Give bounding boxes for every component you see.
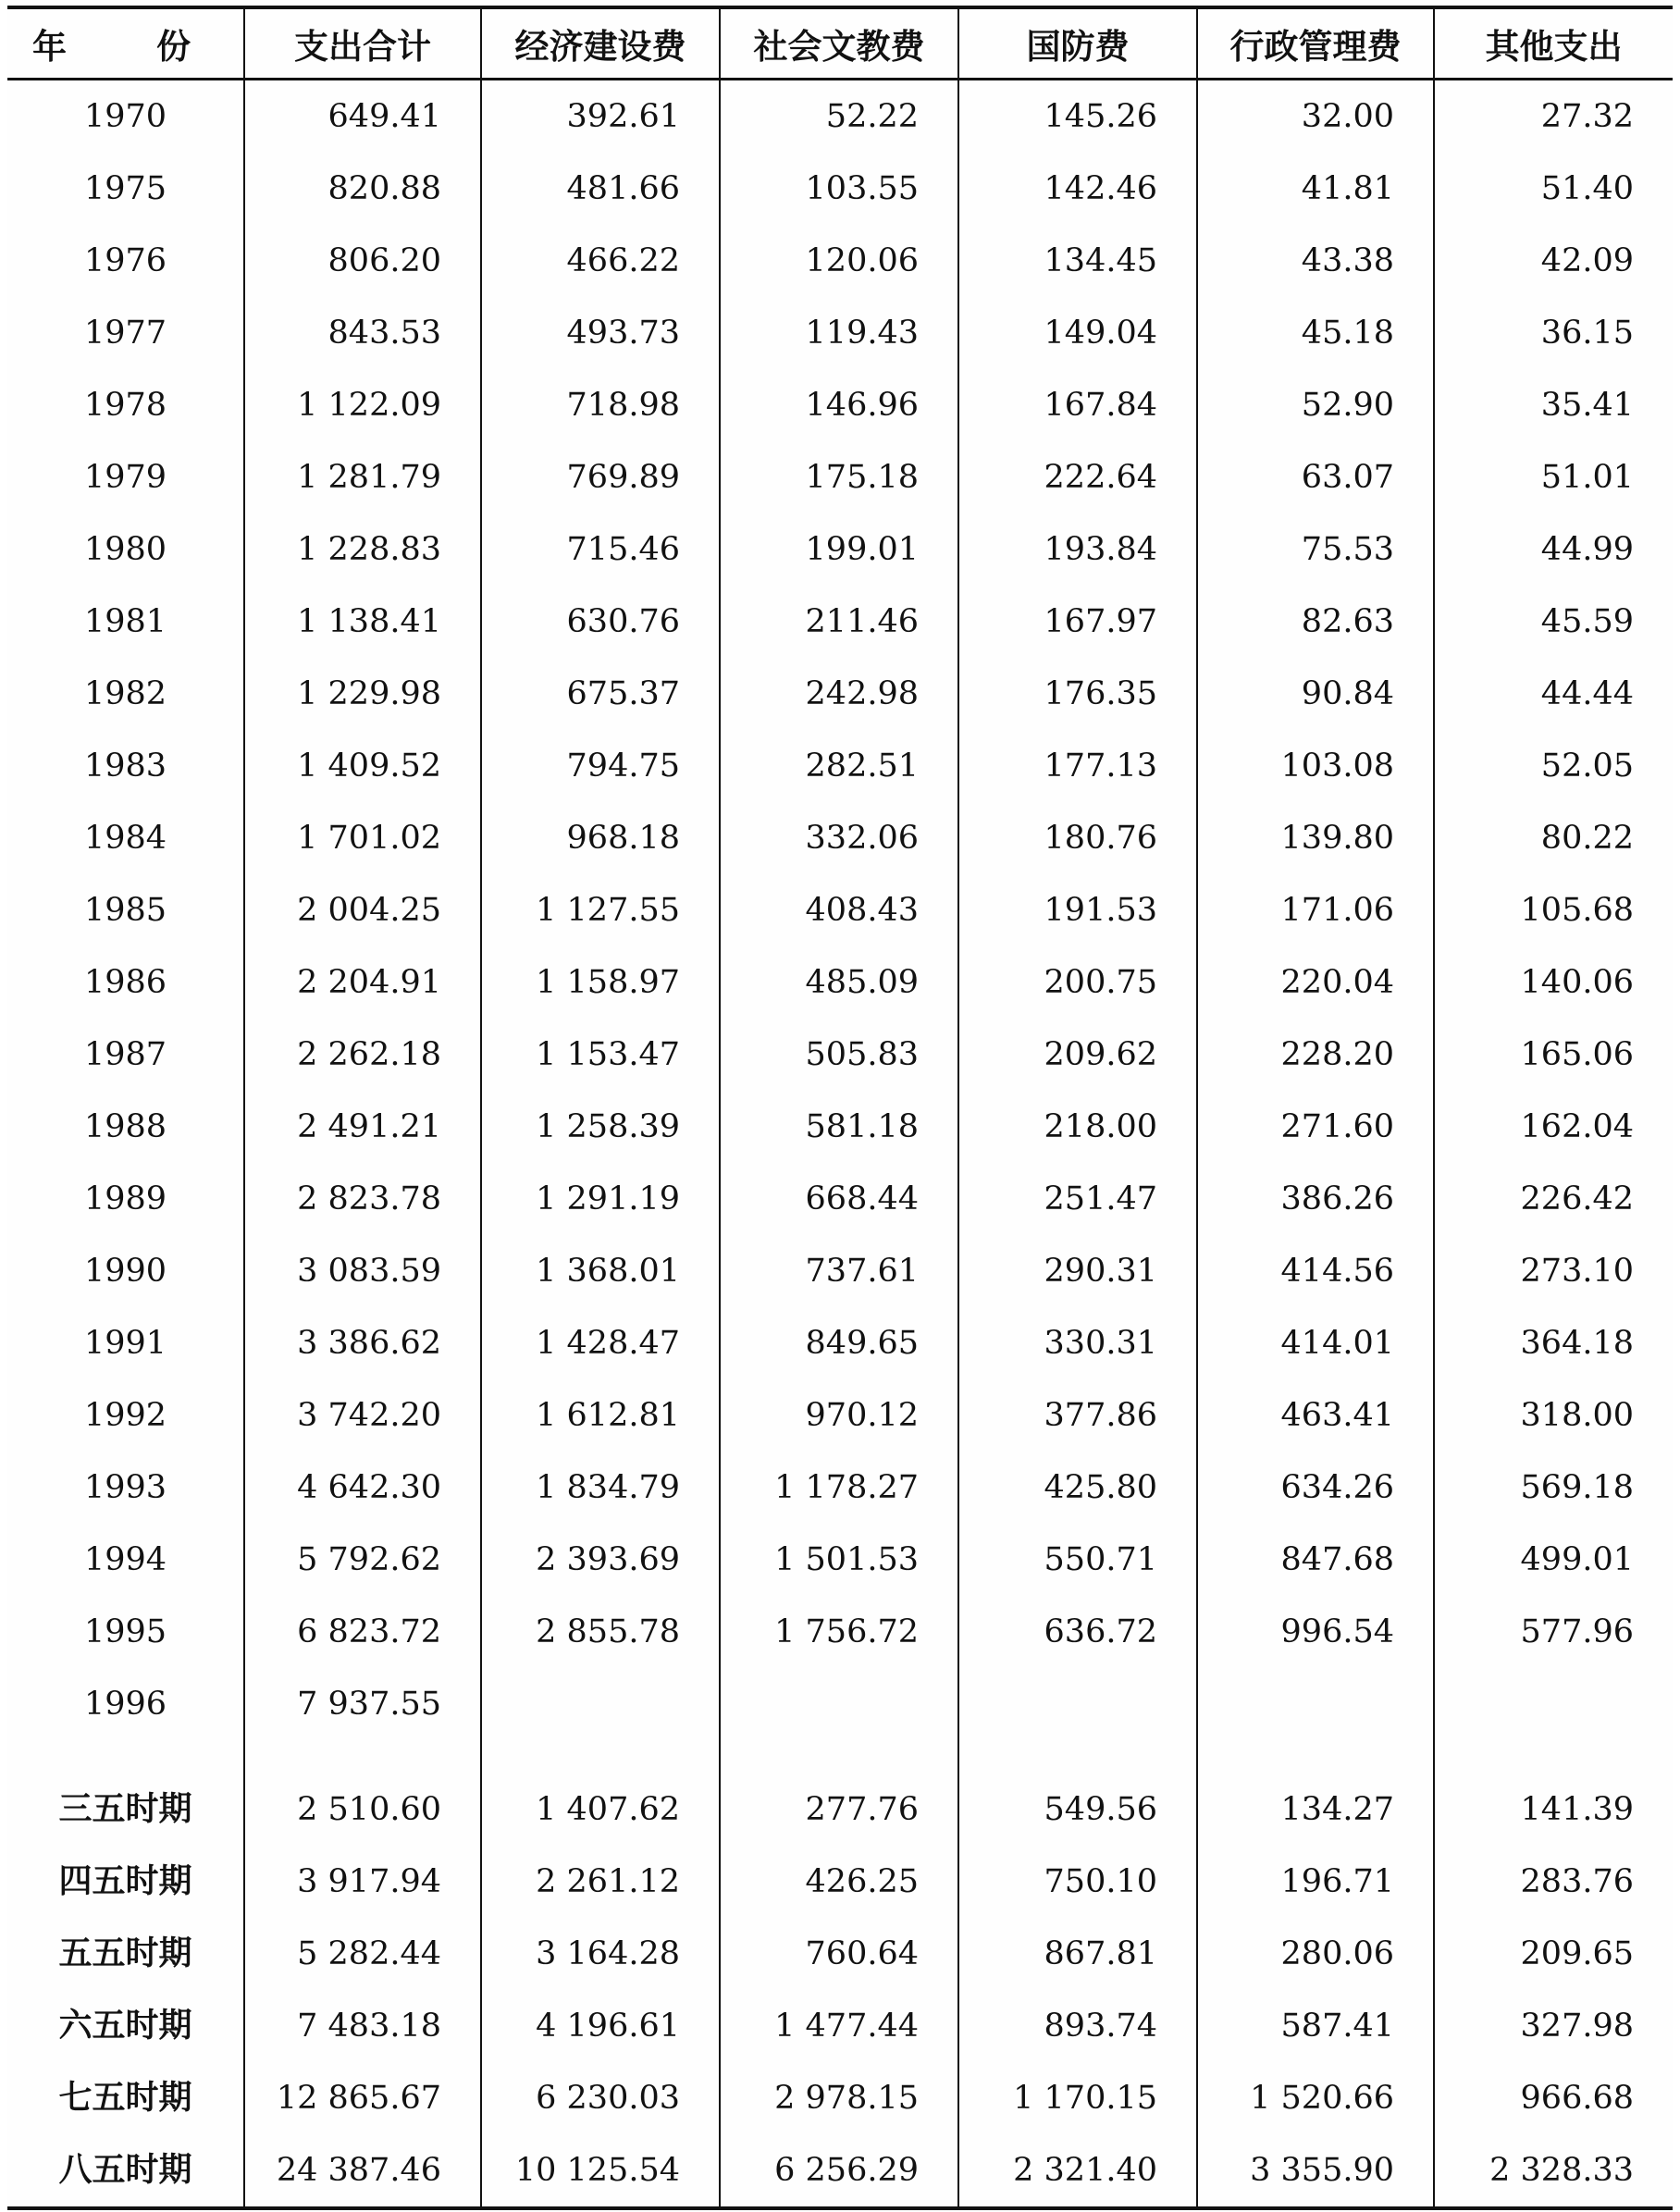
culture-edu-cell: 277.76 [720, 1773, 958, 1846]
admin-cell: 280.06 [1197, 1918, 1434, 1990]
table-row [7, 1596, 1673, 1668]
table-row [7, 80, 1673, 154]
economic-cell: 2 855.78 [481, 1596, 720, 1668]
table-row [7, 1524, 1673, 1596]
defense-cell: 2 321.40 [958, 2134, 1197, 2208]
year-cell: 1992 [83, 1396, 167, 1434]
period-row [7, 2134, 1673, 2208]
admin-cell: 90.84 [1197, 658, 1434, 730]
spacer-cell [244, 1740, 481, 1773]
culture-edu-cell: 1 178.27 [720, 1452, 958, 1524]
defense-cell: 893.74 [958, 1990, 1197, 2062]
defense-cell: 191.53 [958, 874, 1197, 946]
economic-cell: 1 127.55 [481, 874, 720, 946]
header-other-expenditure: 其他支出 [1434, 7, 1673, 80]
defense-cell: 177.13 [958, 730, 1197, 802]
table-row [7, 1019, 1673, 1091]
year-cell: 四五时期 [58, 1862, 192, 1900]
defense-cell: 549.56 [958, 1773, 1197, 1846]
admin-cell: 1 520.66 [1197, 2062, 1434, 2134]
table-row [7, 153, 1673, 225]
culture-edu-cell: 282.51 [720, 730, 958, 802]
defense-cell: 425.80 [958, 1452, 1197, 1524]
year-cell: 1984 [83, 819, 167, 857]
year-cell: 1981 [83, 602, 167, 640]
culture-edu-cell: 1 756.72 [720, 1596, 958, 1668]
table-row [7, 946, 1673, 1019]
year-cell: 1987 [83, 1035, 167, 1073]
culture-edu-cell: 242.98 [720, 658, 958, 730]
admin-cell: 414.56 [1197, 1235, 1434, 1307]
defense-cell: 167.97 [958, 586, 1197, 658]
table-row [7, 1379, 1673, 1452]
total-cell: 3 917.94 [244, 1846, 481, 1918]
defense-cell: 209.62 [958, 1019, 1197, 1091]
other-cell: 499.01 [1434, 1524, 1673, 1596]
period-row [7, 1990, 1673, 2062]
table-row [7, 1668, 1673, 1740]
spacer-cell [1434, 1740, 1673, 1773]
culture-edu-cell: 175.18 [720, 441, 958, 513]
defense-cell: 180.76 [958, 802, 1197, 874]
admin-cell: 45.18 [1197, 297, 1434, 369]
defense-cell: 176.35 [958, 658, 1197, 730]
period-row [7, 2062, 1673, 2134]
table-row [7, 874, 1673, 946]
table-body [7, 80, 1673, 2209]
year-cell: 1994 [83, 1540, 167, 1578]
other-cell: 569.18 [1434, 1452, 1673, 1524]
economic-cell: 630.76 [481, 586, 720, 658]
defense-cell: 636.72 [958, 1596, 1197, 1668]
other-cell: 162.04 [1434, 1091, 1673, 1163]
other-cell: 165.06 [1434, 1019, 1673, 1091]
culture-edu-cell: 52.22 [720, 80, 958, 154]
period-row [7, 1918, 1673, 1990]
header-administration: 行政管理费 [1197, 7, 1434, 80]
year-cell: 1975 [83, 169, 167, 207]
other-cell: 364.18 [1434, 1307, 1673, 1379]
economic-cell: 794.75 [481, 730, 720, 802]
economic-cell: 1 291.19 [481, 1163, 720, 1235]
header-economic-construction: 经济建设费 [481, 7, 720, 80]
other-cell: 105.68 [1434, 874, 1673, 946]
period-row [7, 1773, 1673, 1846]
table-row [7, 369, 1673, 441]
table-row [7, 1163, 1673, 1235]
total-cell: 1 281.79 [244, 441, 481, 513]
defense-cell [958, 1668, 1197, 1740]
total-cell: 2 204.91 [244, 946, 481, 1019]
culture-edu-cell: 1 501.53 [720, 1524, 958, 1596]
spacer-cell [481, 1740, 720, 1773]
defense-cell: 200.75 [958, 946, 1197, 1019]
culture-edu-cell: 2 978.15 [720, 2062, 958, 2134]
admin-cell: 996.54 [1197, 1596, 1434, 1668]
total-cell: 5 792.62 [244, 1524, 481, 1596]
year-cell: 1993 [83, 1468, 167, 1506]
defense-cell: 149.04 [958, 297, 1197, 369]
economic-cell: 1 612.81 [481, 1379, 720, 1452]
economic-cell: 392.61 [481, 80, 720, 154]
culture-edu-cell [720, 1668, 958, 1740]
other-cell: 966.68 [1434, 2062, 1673, 2134]
total-cell: 2 823.78 [244, 1163, 481, 1235]
year-cell: 三五时期 [58, 1790, 192, 1828]
culture-edu-cell: 146.96 [720, 369, 958, 441]
admin-cell: 196.71 [1197, 1846, 1434, 1918]
year-cell: 1977 [83, 314, 167, 352]
total-cell: 2 510.60 [244, 1773, 481, 1846]
defense-cell: 145.26 [958, 80, 1197, 154]
table-row [7, 225, 1673, 297]
admin-cell: 220.04 [1197, 946, 1434, 1019]
total-cell: 3 742.20 [244, 1379, 481, 1452]
total-cell: 1 701.02 [244, 802, 481, 874]
admin-cell: 171.06 [1197, 874, 1434, 946]
total-cell: 649.41 [244, 80, 481, 154]
year-cell: 1970 [83, 97, 167, 135]
culture-edu-cell: 581.18 [720, 1091, 958, 1163]
other-cell: 80.22 [1434, 802, 1673, 874]
total-cell: 1 229.98 [244, 658, 481, 730]
other-cell: 36.15 [1434, 297, 1673, 369]
header-total-expenditure: 支出合计 [244, 7, 481, 80]
table-row [7, 1235, 1673, 1307]
admin-cell: 52.90 [1197, 369, 1434, 441]
admin-cell: 386.26 [1197, 1163, 1434, 1235]
defense-cell: 377.86 [958, 1379, 1197, 1452]
table-row [7, 586, 1673, 658]
header-social-culture-education: 社会文教费 [720, 7, 958, 80]
other-cell: 52.05 [1434, 730, 1673, 802]
total-cell: 806.20 [244, 225, 481, 297]
total-cell: 7 937.55 [244, 1668, 481, 1740]
admin-cell: 63.07 [1197, 441, 1434, 513]
table-row [7, 297, 1673, 369]
culture-edu-cell: 760.64 [720, 1918, 958, 1990]
total-cell: 5 282.44 [244, 1918, 481, 1990]
admin-cell: 847.68 [1197, 1524, 1434, 1596]
defense-cell: 1 170.15 [958, 2062, 1197, 2134]
defense-cell: 142.46 [958, 153, 1197, 225]
year-cell: 七五时期 [58, 2079, 192, 2117]
year-cell: 八五时期 [7, 2134, 244, 2208]
year-cell: 五五时期 [58, 1934, 192, 1972]
other-cell: 35.41 [1434, 369, 1673, 441]
total-cell: 1 122.09 [244, 369, 481, 441]
economic-cell: 3 164.28 [481, 1918, 720, 1990]
year-cell: 1980 [83, 530, 167, 568]
header-row [7, 7, 1673, 80]
economic-cell: 968.18 [481, 802, 720, 874]
economic-cell: 466.22 [481, 225, 720, 297]
other-cell: 44.99 [1434, 513, 1673, 586]
spacer-cell [7, 1740, 244, 1773]
culture-edu-cell: 426.25 [720, 1846, 958, 1918]
other-cell: 2 328.33 [1434, 2134, 1673, 2208]
total-cell: 24 387.46 [244, 2134, 481, 2208]
year-cell: 1991 [83, 1324, 167, 1362]
other-cell: 226.42 [1434, 1163, 1673, 1235]
year-cell: 六五时期 [58, 2007, 192, 2045]
other-cell: 327.98 [1434, 1990, 1673, 2062]
other-cell: 283.76 [1434, 1846, 1673, 1918]
economic-cell: 1 407.62 [481, 1773, 720, 1846]
admin-cell: 463.41 [1197, 1379, 1434, 1452]
other-cell: 27.32 [1434, 80, 1673, 154]
table-row [7, 513, 1673, 586]
defense-cell: 134.45 [958, 225, 1197, 297]
economic-cell: 2 261.12 [481, 1846, 720, 1918]
section-spacer-row [7, 1740, 1673, 1773]
year-cell: 1988 [83, 1107, 167, 1145]
defense-cell: 867.81 [958, 1918, 1197, 1990]
culture-edu-cell: 199.01 [720, 513, 958, 586]
admin-cell: 139.80 [1197, 802, 1434, 874]
other-cell: 273.10 [1434, 1235, 1673, 1307]
header-year: 年 份 [7, 7, 244, 80]
defense-cell: 550.71 [958, 1524, 1197, 1596]
year-cell: 1976 [83, 241, 167, 279]
defense-cell: 222.64 [958, 441, 1197, 513]
economic-cell [481, 1668, 720, 1740]
admin-cell: 75.53 [1197, 513, 1434, 586]
economic-cell: 493.73 [481, 297, 720, 369]
economic-cell: 10 125.54 [481, 2134, 720, 2208]
total-cell: 6 823.72 [244, 1596, 481, 1668]
other-cell: 44.44 [1434, 658, 1673, 730]
admin-cell: 41.81 [1197, 153, 1434, 225]
table-row [7, 658, 1673, 730]
defense-cell: 330.31 [958, 1307, 1197, 1379]
total-cell: 3 083.59 [244, 1235, 481, 1307]
defense-cell: 290.31 [958, 1235, 1197, 1307]
year-cell: 1996 [83, 1685, 167, 1723]
table-row [7, 1091, 1673, 1163]
culture-edu-cell: 668.44 [720, 1163, 958, 1235]
economic-cell: 1 428.47 [481, 1307, 720, 1379]
admin-cell: 43.38 [1197, 225, 1434, 297]
admin-cell: 103.08 [1197, 730, 1434, 802]
total-cell: 4 642.30 [244, 1452, 481, 1524]
culture-edu-cell: 408.43 [720, 874, 958, 946]
culture-edu-cell: 970.12 [720, 1379, 958, 1452]
economic-cell: 1 834.79 [481, 1452, 720, 1524]
culture-edu-cell: 849.65 [720, 1307, 958, 1379]
admin-cell: 414.01 [1197, 1307, 1434, 1379]
total-cell: 2 004.25 [244, 874, 481, 946]
table-row [7, 730, 1673, 802]
table-header [7, 7, 1673, 80]
expenditure-table [7, 6, 1673, 2210]
admin-cell: 134.27 [1197, 1773, 1434, 1846]
culture-edu-cell: 211.46 [720, 586, 958, 658]
admin-cell: 32.00 [1197, 80, 1434, 154]
year-cell: 1990 [83, 1252, 167, 1290]
admin-cell: 228.20 [1197, 1019, 1434, 1091]
table-row [7, 441, 1673, 513]
defense-cell: 251.47 [958, 1163, 1197, 1235]
defense-cell: 750.10 [958, 1846, 1197, 1918]
admin-cell: 82.63 [1197, 586, 1434, 658]
other-cell [1434, 1668, 1673, 1740]
total-cell: 1 409.52 [244, 730, 481, 802]
other-cell: 140.06 [1434, 946, 1673, 1019]
header-national-defense: 国防费 [958, 7, 1197, 80]
culture-edu-cell: 505.83 [720, 1019, 958, 1091]
total-cell: 1 228.83 [244, 513, 481, 586]
economic-cell: 675.37 [481, 658, 720, 730]
year-cell: 1979 [83, 458, 167, 496]
period-row [7, 1846, 1673, 1918]
other-cell: 51.01 [1434, 441, 1673, 513]
admin-cell: 3 355.90 [1197, 2134, 1434, 2208]
other-cell: 141.39 [1434, 1773, 1673, 1846]
admin-cell: 587.41 [1197, 1990, 1434, 2062]
year-cell: 1983 [83, 747, 167, 785]
economic-cell: 715.46 [481, 513, 720, 586]
culture-edu-cell: 103.55 [720, 153, 958, 225]
year-cell: 1995 [83, 1613, 167, 1650]
other-cell: 51.40 [1434, 153, 1673, 225]
total-cell: 2 262.18 [244, 1019, 481, 1091]
total-cell: 7 483.18 [244, 1990, 481, 2062]
culture-edu-cell: 120.06 [720, 225, 958, 297]
culture-edu-cell: 332.06 [720, 802, 958, 874]
economic-cell: 718.98 [481, 369, 720, 441]
spacer-cell [720, 1740, 958, 1773]
economic-cell: 6 230.03 [481, 2062, 720, 2134]
spacer-cell [958, 1740, 1197, 1773]
economic-cell: 769.89 [481, 441, 720, 513]
admin-cell: 634.26 [1197, 1452, 1434, 1524]
economic-cell: 1 153.47 [481, 1019, 720, 1091]
total-cell: 3 386.62 [244, 1307, 481, 1379]
economic-cell: 1 368.01 [481, 1235, 720, 1307]
admin-cell: 271.60 [1197, 1091, 1434, 1163]
year-cell: 1982 [83, 674, 167, 712]
defense-cell: 193.84 [958, 513, 1197, 586]
table-row [7, 1452, 1673, 1524]
culture-edu-cell: 1 477.44 [720, 1990, 958, 2062]
year-cell: 1986 [83, 963, 167, 1001]
economic-cell: 481.66 [481, 153, 720, 225]
table-row [7, 802, 1673, 874]
admin-cell [1197, 1668, 1434, 1740]
economic-cell: 4 196.61 [481, 1990, 720, 2062]
year-cell: 1985 [83, 891, 167, 929]
defense-cell: 218.00 [958, 1091, 1197, 1163]
culture-edu-cell: 485.09 [720, 946, 958, 1019]
total-cell: 2 491.21 [244, 1091, 481, 1163]
culture-edu-cell: 6 256.29 [720, 2134, 958, 2208]
spacer-cell [1197, 1740, 1434, 1773]
economic-cell: 1 258.39 [481, 1091, 720, 1163]
other-cell: 209.65 [1434, 1918, 1673, 1990]
year-cell: 1978 [83, 386, 167, 424]
other-cell: 577.96 [1434, 1596, 1673, 1668]
table-row [7, 1307, 1673, 1379]
year-cell: 1989 [83, 1180, 167, 1217]
total-cell: 1 138.41 [244, 586, 481, 658]
other-cell: 42.09 [1434, 225, 1673, 297]
other-cell: 318.00 [1434, 1379, 1673, 1452]
document-page [7, 0, 1673, 2212]
culture-edu-cell: 119.43 [720, 297, 958, 369]
total-cell: 12 865.67 [244, 2062, 481, 2134]
defense-cell: 167.84 [958, 369, 1197, 441]
culture-edu-cell: 737.61 [720, 1235, 958, 1307]
other-cell: 45.59 [1434, 586, 1673, 658]
total-cell: 820.88 [244, 153, 481, 225]
total-cell: 843.53 [244, 297, 481, 369]
economic-cell: 2 393.69 [481, 1524, 720, 1596]
economic-cell: 1 158.97 [481, 946, 720, 1019]
